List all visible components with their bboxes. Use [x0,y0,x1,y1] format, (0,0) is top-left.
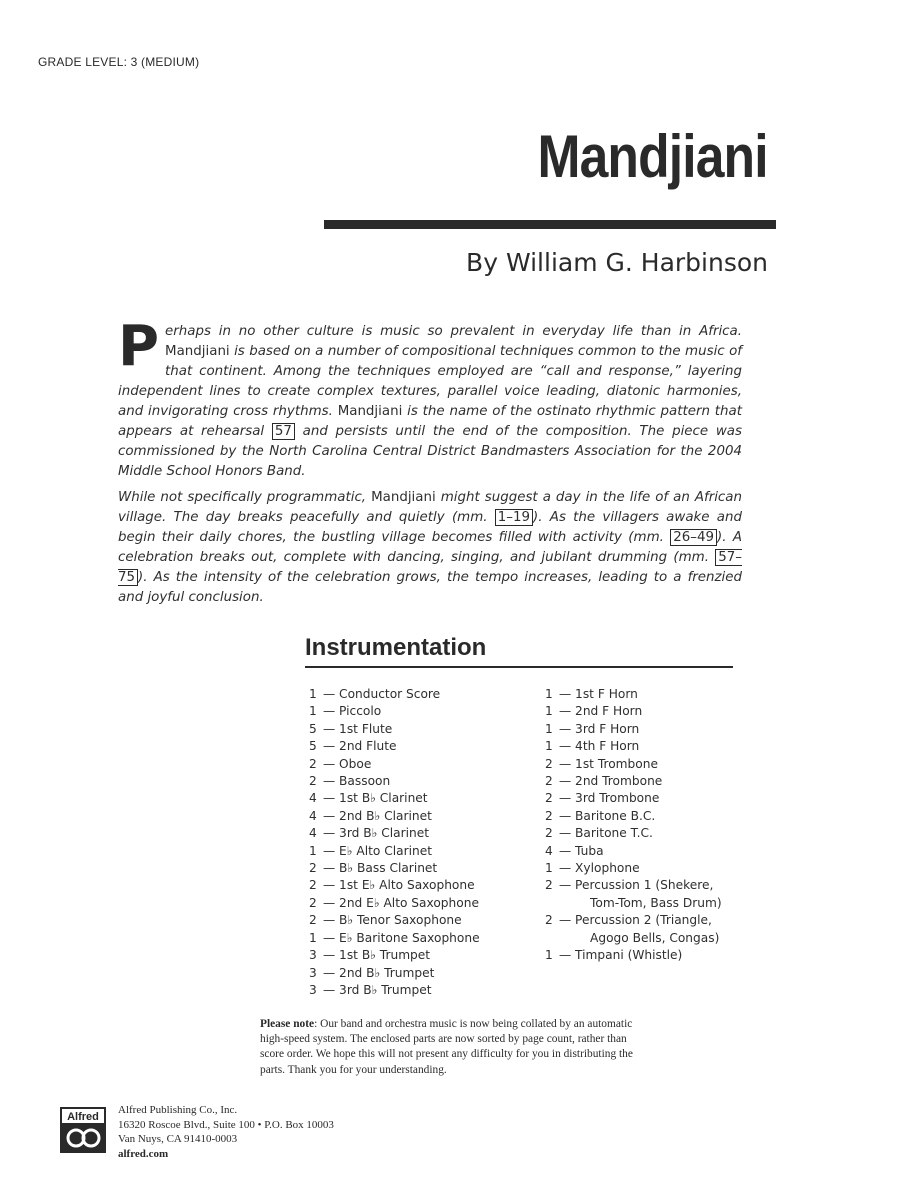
instrument-name: — 1st B♭ Clarinet [323,791,428,806]
publisher-info [118,1103,334,1161]
instrument-item [309,738,480,755]
instrument-name: — 3rd F Horn [559,721,640,736]
text-run: ). As the villagers awake and begin their daily chores, the bustling village becomes filled with activity (mm. [118,510,742,545]
piece-title-mention: Mandjiani [337,404,403,419]
rehearsal-mark: 57 [272,423,295,440]
instrument-item [545,756,722,773]
instrument-name: — B♭ Bass Clarinet [323,861,438,876]
instrument-item [545,912,722,929]
instrument-qty: 1 [309,687,317,701]
instrument-name: — 2nd Trombone [559,774,663,789]
instrument-item [309,808,480,825]
text-run: ). A celebration breaks out, complete with dancing, singing, and jubilant drumming (mm. [118,530,742,565]
instrument-item [309,825,480,842]
instrument-item [545,947,722,964]
instrument-qty: 2 [309,913,317,928]
instrument-item [309,912,480,929]
instrument-qty: 4 [309,826,317,841]
intro-paragraph-2 [118,488,742,608]
publisher-city: Van Nuys, CA 91410-0003 [118,1133,238,1145]
piece-title-mention: Mandjiani [165,344,230,359]
instrument-qty: 1 [309,704,317,719]
instrument-qty: 2 [545,808,553,823]
instrument-name: — Baritone B.C. [559,808,656,823]
note-text: : Our band and orchestra music is now being collated by an automatic high-speed system. The enclosed parts are now sorted by page count, rather than score order. We hope this will not present any difficulty for you in distributing the parts. Thank you for your understanding. [260,1018,633,1076]
instrument-item [309,686,480,703]
instrument-item-continuation [545,930,722,947]
instrument-name: — 1st E♭ Alto Saxophone [323,878,475,893]
instrument-name: — 1st Trombone [559,756,658,771]
instrument-item [309,790,480,807]
instrument-item [545,721,722,738]
publisher-address: 16320 Roscoe Blvd., Suite 100 • P.O. Box 10003 [118,1118,334,1131]
instrument-name: — Oboe [323,756,372,771]
collation-note [260,1017,644,1078]
measure-range-mark: 26–49 [670,529,717,546]
instrument-name: — 1st B♭ Trumpet [323,948,431,963]
intro-paragraph-1 [118,314,742,482]
instrument-item [545,738,722,755]
publisher-website: alfred.com [118,1147,169,1160]
instrument-item [545,703,722,720]
instrument-qty: 2 [545,878,553,893]
instrumentation-list-left [309,686,480,999]
instrument-name: — 2nd Flute [323,739,397,754]
instrumentation-list-right [545,686,722,965]
alfred-logo-icon [60,1107,106,1153]
instrument-item [309,982,480,999]
instrument-qty: 2 [309,756,317,771]
instrument-item [309,756,480,773]
instrument-qty: 2 [309,861,317,876]
instrument-item [309,877,480,894]
instrument-item [545,877,722,894]
instrument-qty: 2 [545,774,553,789]
instrument-item [545,808,722,825]
text-run: and persists until the end of the composition. The piece was commissioned by the North Carolina Central District Bandmasters Association for the 2004 Middle School Honors Band. [118,424,742,479]
instrument-qty: 3 [309,965,317,980]
instrument-item [545,773,722,790]
instrument-name: — Bassoon [323,774,391,789]
instrument-name: — E♭ Alto Clarinet [323,843,432,858]
instrument-item [545,860,722,877]
instrument-name: — 3rd B♭ Clarinet [323,826,429,841]
instrument-name: — E♭ Baritone Saxophone [323,930,480,945]
instrument-name: — Tuba [559,843,604,858]
instrument-qty: 3 [309,982,317,997]
instrument-qty: 1 [545,704,553,719]
instrument-name: — Conductor Score [323,687,441,701]
instrument-qty: 1 [309,843,317,858]
instrument-item [545,825,722,842]
composer-byline: By William G. Harbinson [466,248,768,277]
instrument-item [309,930,480,947]
instrument-name: — Percussion 1 (Shekere, [559,878,714,893]
instrument-qty: 2 [309,774,317,789]
instrument-qty: 1 [545,687,553,701]
instrument-name: — 2nd B♭ Clarinet [323,808,432,823]
instrument-qty: 1 [545,861,553,876]
instrument-item [309,895,480,912]
text-run: is based on a number of compositional techniques common to the music of that continent. Among the techniques employed are “call and response,” layering independent lines to create complex textures, parallel voice leading, diatonic harmonies, and invigorating cross rhythms. [118,344,742,419]
instrument-name: — 2nd B♭ Trumpet [323,965,435,980]
piece-title-mention: Mandjiani [371,490,436,505]
instrument-name: — 2nd F Horn [559,704,643,719]
instrument-qty: 5 [309,721,317,736]
text-run: is the name of the ostinato rhythmic pattern that appears at rehearsal [118,404,742,439]
instrument-item [309,965,480,982]
instrument-qty: 4 [309,791,317,806]
instrument-item [309,843,480,860]
instrument-item [309,703,480,720]
instrument-item [309,721,480,738]
drop-cap: P [118,314,160,379]
instrument-name: Tom-Tom, Bass Drum) [590,895,722,910]
instrument-name: — 1st Flute [323,721,393,736]
instrument-qty: 1 [309,930,317,945]
instrument-item [545,790,722,807]
instrument-name: — 3rd B♭ Trumpet [323,982,432,997]
instrument-item [309,947,480,964]
note-label: Please note [260,1018,315,1030]
text-run: might suggest a day in the life of an African village. The day breaks peacefully and quietly (mm. [118,490,742,525]
grade-level: GRADE LEVEL: 3 (MEDIUM) [38,55,200,69]
instrumentation-rule [305,666,733,668]
instrument-qty: 1 [545,948,553,963]
instrument-qty: 2 [545,756,553,771]
instrument-qty: 3 [309,948,317,963]
instrument-name: — 4th F Horn [559,739,640,754]
instrument-name: — B♭ Tenor Saxophone [323,913,462,928]
instrument-name: — Timpani (Whistle) [559,948,683,963]
instrument-qty: 2 [545,913,553,928]
instrument-name: Agogo Bells, Congas) [590,930,720,945]
instrument-qty: 1 [545,721,553,736]
text-run: erhaps in no other culture is music so prevalent in everyday life than in Africa. [165,324,742,339]
instrument-qty: 2 [545,826,553,841]
instrument-qty: 2 [545,791,553,806]
text-run: ). As the intensity of the celebration grows, the tempo increases, leading to a frenzied and joyful conclusion. [118,570,742,605]
instrument-qty: 5 [309,739,317,754]
instrument-item [545,843,722,860]
instrument-name: — Xylophone [559,861,640,876]
instrumentation-heading: Instrumentation [305,634,487,661]
instrument-qty: 4 [309,808,317,823]
page-title: Mandjiani [537,123,768,190]
instrument-item-continuation [545,895,722,912]
instrument-qty: 2 [309,895,317,910]
instrument-item [545,686,722,703]
instrument-name: — Baritone T.C. [559,826,653,841]
instrument-name: — 1st F Horn [559,687,638,701]
instrument-qty: 4 [545,843,553,858]
instrument-qty: 1 [545,739,553,754]
logo-wordmark: Alfred [67,1111,99,1123]
instrument-name: — 3rd Trombone [559,791,660,806]
text-run: While not specifically programmatic, [118,490,372,505]
measure-range-mark: 57–75 [118,550,742,585]
instrument-name: — 2nd E♭ Alto Saxophone [323,895,479,910]
title-rule [324,220,776,229]
measure-range-mark: 1–19 [495,509,533,526]
instrument-qty: 2 [309,878,317,893]
instrument-name: — Percussion 2 (Triangle, [559,913,712,928]
instrument-name: — Piccolo [323,704,382,719]
instrument-item [309,860,480,877]
publisher-name: Alfred Publishing Co., Inc. [118,1104,238,1116]
instrument-item [309,773,480,790]
